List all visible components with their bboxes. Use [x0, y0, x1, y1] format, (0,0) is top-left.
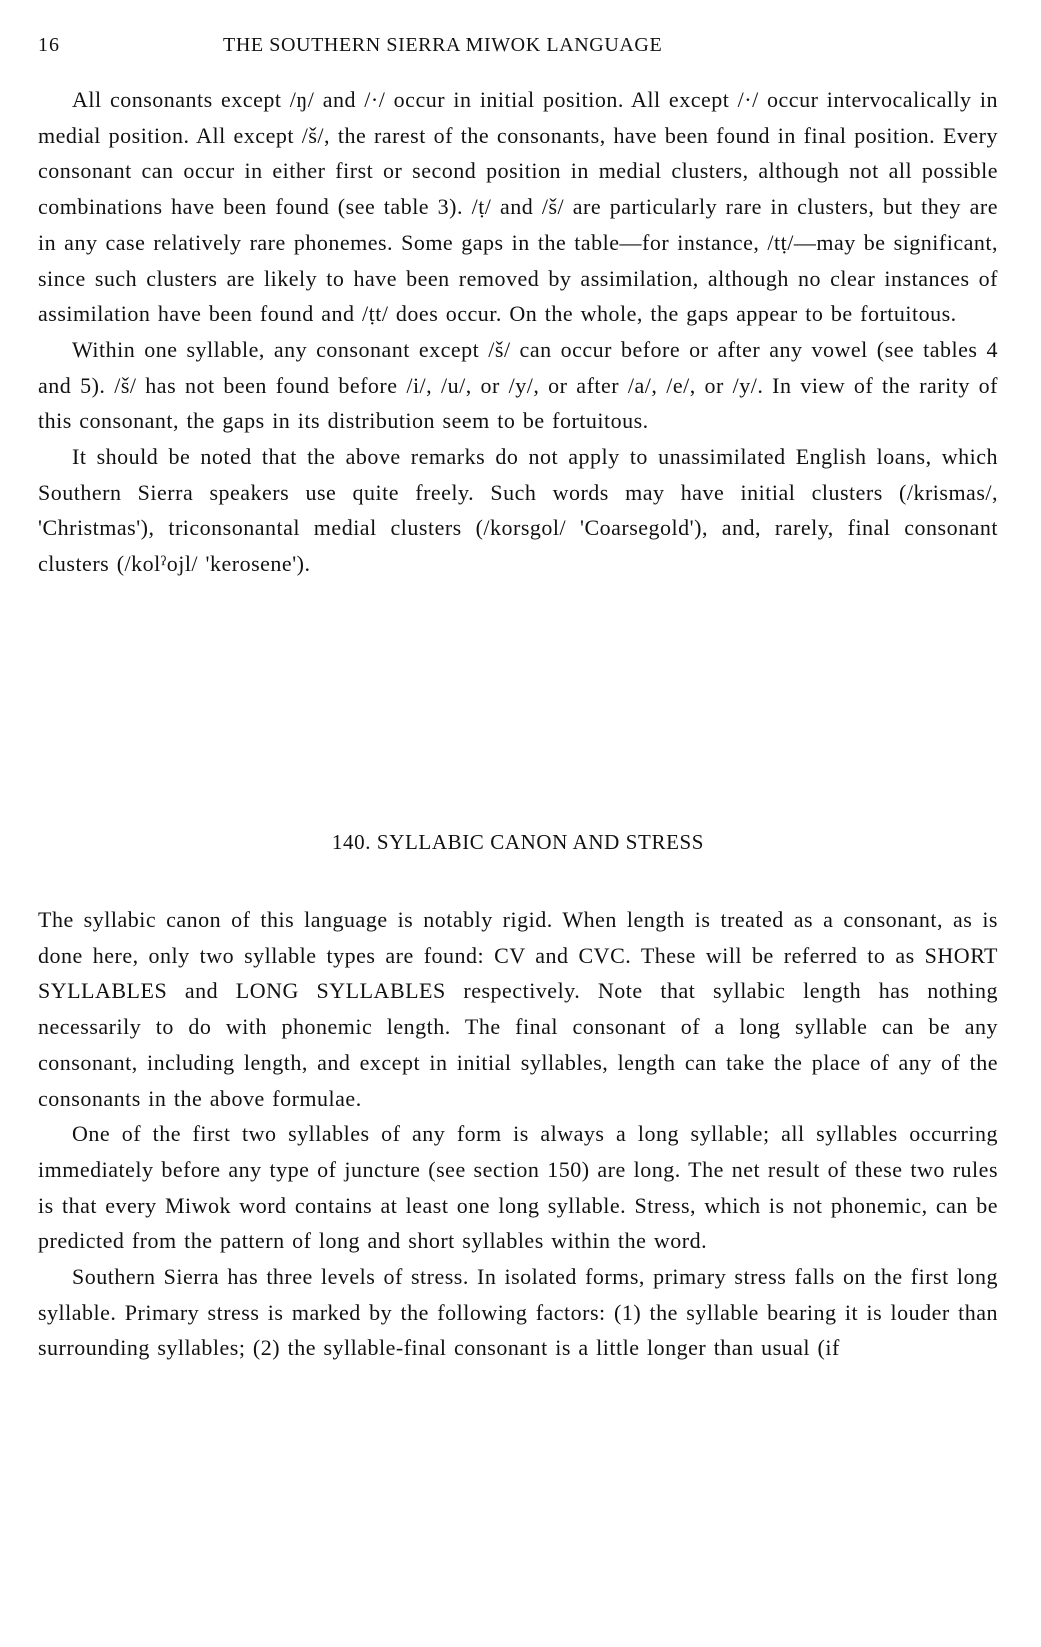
paragraph-stress-levels: Southern Sierra has three levels of stress. In isolated forms, primary stress falls on the first long syllable. Primary stress is marked by the following factors: (1) the syllable bearing it is louder than surrounding syllables; (2) the syllable-final consonant is a little longer than usual (if	[38, 1264, 998, 1361]
running-title: THE SOUTHERN SIERRA MIWOK LANGUAGE	[223, 34, 663, 56]
paragraph-consonant-positions: All consonants except /ŋ/ and /·/ occur in initial position. All except /·/ occur intervocalically in medial position. All except /š/, the rarest of the consonants, have been found in final position. Every consonant can occur in either first or second position in medial clusters, although not all possible combinations have been found (see table 3). /ṭ/ and /š/ are particularly rare in clusters, but they are in any case relatively rare phonemes. Some gaps in the table—for instance, /tṭ/—may be significant, since such clusters are likely to have been removed by assimilation, although no clear instances of assimilation have been found and /ṭt/ does occur. On the whole, the gaps appear to be fortuitous.	[38, 87, 998, 327]
paragraph-long-syllables: One of the first two syllables of any form is always a long syllable; all syllables occurring immediately before any type of juncture (see section 150) are long. The net result of these two rules is that every Miwok word contains at least one long syllable. Stress, which is not phonemic, can be predicted from the pattern of long and short syllables within the word.	[38, 1121, 998, 1254]
page-number: 16	[38, 34, 60, 56]
page-header	[38, 34, 998, 64]
paragraph-english-loans: It should be noted that the above remarks do not apply to unassimilated English loans, which Southern Sierra speakers use quite freely. Such words may have initial clusters (/krismas/, 'Christmas'), triconsonantal medial clusters (/korsgol/ 'Coarsegold'), and, rarely, final consonant clusters (/kolˀojl/ 'kerosene').	[38, 444, 998, 577]
section-heading: 140. SYLLABIC CANON AND STRESS	[331, 830, 705, 854]
body-text-top	[38, 82, 998, 582]
paragraph-syllable-distribution: Within one syllable, any consonant except /š/ can occur before or after any vowel (see tables 4 and 5). /š/ has not been found before /i/, /u/, or /y/, or after /a/, /e/, or /y/. In view of the rarity of this consonant, the gaps in its distribution seem to be fortuitous.	[38, 336, 998, 434]
paragraph-syllabic-canon: The syllabic canon of this language is notably rigid. When length is treated as a consonant, as is done here, only two syllable types are found: CV and CVC. These will be referred to as SHORT SYLLABLES and LONG SYLLABLES respectively. Note that syllabic length has nothing necessarily to do with phonemic length. The final consonant of a long syllable can be any consonant, including length, and except in initial syllables, length can take the place of any of the consonants in the above formulae.	[38, 907, 998, 1111]
body-text-bottom	[38, 902, 998, 1366]
